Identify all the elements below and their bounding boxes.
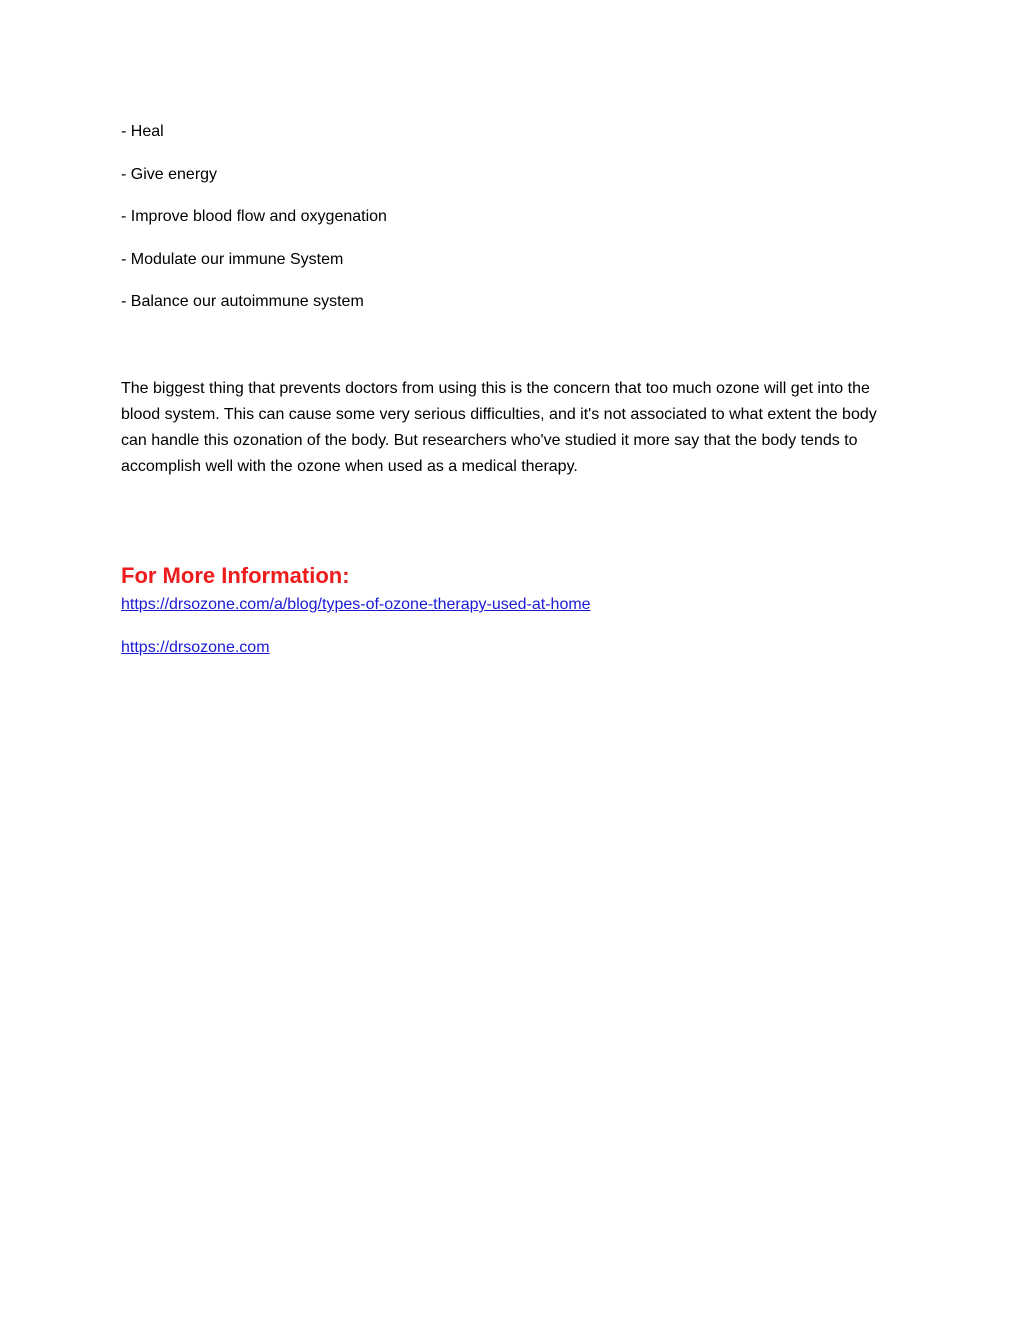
list-item-give-energy: - Give energy (121, 166, 218, 183)
body-paragraph: The biggest thing that prevents doctors from using this is the concern that too much ozone will get into the blood system. This can cause some very serious difficulties, and it's not associated to what extent the body can handle this ozonation of the body. But researchers who've studied it more say that the body tends to accomplish well with the ozone when used as a medical therapy. (121, 380, 877, 475)
list-item-modulate-immune: - Modulate our immune System (121, 251, 344, 268)
list-item-improve-blood-flow: - Improve blood flow and oxygenation (121, 208, 387, 225)
list-item-heal: - Heal (121, 123, 164, 140)
link-homepage[interactable]: https://drsozone.com (121, 639, 270, 656)
list-item-balance-autoimmune: - Balance our autoimmune system (121, 293, 364, 310)
link-blog-article[interactable]: https://drsozone.com/a/blog/types-of-ozone-therapy-used-at-home (121, 596, 591, 613)
more-info-heading: For More Information: (121, 563, 350, 588)
